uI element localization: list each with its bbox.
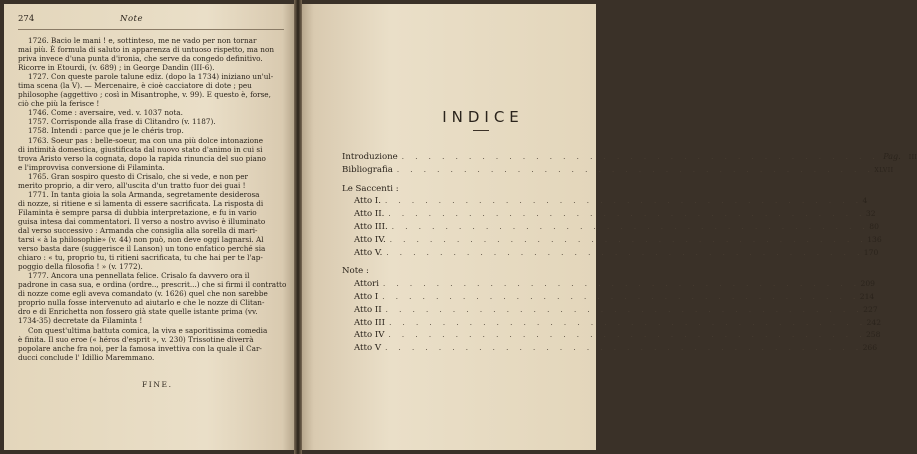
running-head <box>18 14 284 30</box>
toc-entry <box>342 195 868 208</box>
note-line: proprio nulla fosse intervenuto ad aiutarlo e che le nozze di Clitan- <box>18 298 265 308</box>
toc-entry-label: Atto II. <box>354 209 385 220</box>
table-of-contents <box>342 151 917 355</box>
toc-entry-label: Atto I <box>354 291 379 302</box>
notes-text <box>18 36 287 362</box>
toc-leader-dots: . . . . . . . . . . . . . . . . . . . . . . . . . . . . . . . . . . . . <box>382 292 860 301</box>
note-line: dro e di Enrichetta non fossero già state quelle istante prima (vv. <box>18 307 258 317</box>
note-line: di intimità domestica, giustificata dal nuovo stato d'animo in cui si <box>18 144 263 154</box>
toc-page-number: XLVII <box>874 166 894 174</box>
toc-page-number: 136 <box>867 234 882 244</box>
note-line: dal verso successivo : Armanda che consiglia alla sorella di mari- <box>18 225 258 235</box>
toc-entry <box>342 151 917 164</box>
toc-entry <box>342 183 584 196</box>
toc-entry-label: Atto IV. <box>354 234 386 245</box>
toc-page-number: 242 <box>866 317 882 327</box>
toc-entry-label: Attori <box>354 279 379 290</box>
toc-page-number: 209 <box>860 279 875 289</box>
toc-leader-dots: . . . . . . . . . . . . . . . . . . . . . . . . . . . . . . . . . . . . <box>385 305 864 314</box>
toc-entry <box>342 291 875 304</box>
page-number: 274 <box>18 14 35 24</box>
toc-entry-label: Atto V. <box>354 247 383 258</box>
toc-leader-dots: . . . . . . . . . . . . . . . . . . . . . . . . . . . . . . . . . . . . <box>391 222 870 231</box>
note-line: priva invece d'una punta d'ironia, che serve da congedo definitivo. <box>18 54 263 64</box>
note-line: tarsi « à la philosophie» (v. 44) non può, non deve oggi lagnarsi. Al <box>18 235 264 245</box>
toc-entry <box>342 278 875 291</box>
toc-entry <box>342 304 878 317</box>
left-page <box>4 4 294 450</box>
toc-leader-dots: . . . . . . . . . . . . . . . . . . . . . . . . . . . . . . . . . . . . <box>385 344 863 353</box>
note-line: guisa intesa dai commentatori. Il verso a nostro avviso è illuminato <box>18 216 266 226</box>
note-line: Ricorre in Etourdi, (v. 689) ; in George Dandin (III-6). <box>18 63 215 73</box>
toc-leader-dots: . . . . . . . . . . . . . . . . . . . . . . . . . . . . . . . . . . . . <box>396 165 875 174</box>
note-line: Filaminta è sempre parsa di dubbia interpretazione, e fu in vario <box>18 207 257 217</box>
running-title: Note <box>120 14 144 24</box>
toc-entry-label: Le Saccenti : <box>342 183 399 194</box>
note-line: verso basta dare (suggerisce il Lanson) un tono enfatico perché sia <box>18 244 266 254</box>
note-line: 1765. Gran sospiro questo di Crisalo, che si vede, e non per <box>28 171 248 181</box>
note-line: 1726. Bacio le mani ! e, sottinteso, me ne vado per non tornar <box>28 36 257 45</box>
toc-leader-dots: . . . . . . . . . . . . . . . . . . . . . . . . . . . . . . . . . . . . <box>389 235 868 244</box>
note-line: 1771. In tanta gioia la sola Armanda, segretamente desiderosa <box>28 189 260 199</box>
toc-leader-dots: . . . . . . . . . . . . . . . . . . . . . . . . . . . . . . . . . . . . <box>389 318 867 327</box>
note-line: popolare anche fra noi, per la famosa invettiva con la quale il Car- <box>18 343 262 353</box>
toc-leader-dots: . . . . . . . . . . . . . . . . . . . . . . . . . . . . . . . . . . . . <box>401 153 880 161</box>
toc-entry-label: Bibliografia <box>342 164 393 175</box>
toc-leader-dots: . . . . . . . . . . . . . . . . . . . . . . . . . . . . . . . . . . . . <box>388 210 866 219</box>
toc-entry-label: Atto II <box>354 304 382 315</box>
toc-entry-label: Atto IV <box>354 330 385 341</box>
toc-page-number: III <box>908 154 917 161</box>
toc-page-number: 266 <box>862 343 878 353</box>
note-line: trova Aristo verso la cognata, dopo la rapida rinuncia del suo piano <box>18 153 266 163</box>
index-title: INDICE <box>442 108 524 126</box>
note-line: 1777. Ancora una pennellata felice. Crisalo fa davvero ora il <box>28 271 250 281</box>
toc-entry <box>342 221 879 234</box>
toc-entry <box>342 234 882 247</box>
toc-entry-label: Atto I. <box>354 196 381 207</box>
toc-leader-dots: . . . . . . . . . . . . . . . . . . . . . . . . . . . . . . . . . . . . <box>388 331 866 340</box>
note-line: mai più. È formula di saluto in apparenza di untuoso rispetto, ma non <box>18 45 275 55</box>
right-page <box>302 4 917 450</box>
note-line: philosophe (aggettivo ; così in Misantrophe, v. 99). E questo è, forse, <box>18 90 271 100</box>
note-line: 1746. Come : aversaire, ved. v. 1037 nota. <box>28 108 183 118</box>
toc-entry-label: Atto III. <box>354 221 388 232</box>
toc-leader-dots: . . . . . . . . . . . . . . . . . . . . . . . . . . . . . . . . . . . . <box>383 280 861 289</box>
title-rule <box>473 130 489 131</box>
note-line: è finita. Il suo eroe (« héros d'esprit », v. 230) Trissotine diverrà <box>18 334 254 344</box>
toc-page-number: 4 <box>862 196 868 206</box>
fine-label: FINE. <box>142 380 173 389</box>
note-line: ciò che più la ferisce ! <box>18 99 100 109</box>
note-line: di nozze, si ritiene e si lamenta di essere sacrificata. La risposta di <box>18 198 264 208</box>
book-gutter <box>294 0 302 454</box>
toc-entry-label: Atto V <box>354 343 382 354</box>
toc-leader-dots: . . . . . . . . . . . . . . . . . . . . . . . . . . . . . . . . . . . . <box>386 248 864 257</box>
note-line: 1763. Soeur pas : belle-soeur, ma con una più dolce intonazione <box>28 135 263 145</box>
toc-page-number: 227 <box>863 304 878 314</box>
note-line: di nozze come egli aveva comandato (v. 1626) quel che non sarebbe <box>18 289 268 299</box>
note-line: chiaro : « tu, proprio tu, ti ritieni sacrificata, tu che hai per te l'ap- <box>18 253 263 263</box>
note-line: 1758. Intendi : parce que je le chéris trop. <box>28 126 184 136</box>
toc-entry-label: Atto III <box>354 317 386 328</box>
toc-entry-label: Introduzione <box>342 152 398 162</box>
note-line: tima scena (la V). — Mercenaire, è cioè cacciatore di dote ; peu <box>18 81 252 91</box>
toc-entry <box>342 265 584 278</box>
toc-page-number: 32 <box>865 209 876 219</box>
note-line: Con quest'ultima battuta comica, la viva e saporitissima comedia <box>28 325 268 335</box>
note-line: ducci conclude l' Idillio Maremmano. <box>18 352 155 362</box>
toc-leader-dots: . . . . . . . . . . . . . . . . . . . . . . . . . . . . . . . . . . . . <box>385 197 863 206</box>
note-line: 1727. Con queste parole talune ediz. (dopo la 1734) iniziano un'ul- <box>28 72 274 82</box>
toc-entry <box>342 317 882 330</box>
toc-entry <box>342 329 881 342</box>
toc-page-number: 170 <box>863 247 879 257</box>
toc-entry-label: Note : <box>342 266 369 277</box>
toc-page-prefix: Pag. <box>883 152 901 161</box>
note-line: padrone in casa sua, e ordina (ordre.., prescrit...) che si firmi il contratto <box>18 280 287 290</box>
toc-entry <box>342 208 876 221</box>
toc-entry <box>342 164 894 177</box>
toc-page-number: 80 <box>869 221 879 231</box>
toc-entry <box>342 342 878 355</box>
toc-page-number: 214 <box>859 291 875 301</box>
note-line: poggio della filosofia ! » (v. 1772). <box>18 262 143 272</box>
note-line: e l'improvvisa conversione di Filaminta. <box>18 162 165 172</box>
note-line: merito proprio, a dir vero, all'uscita d'un tratto fuor dei guai ! <box>18 180 246 190</box>
toc-page-number: 258 <box>865 330 881 340</box>
toc-entry <box>342 247 879 260</box>
note-line: 1757. Corrisponde alla frase di Clitandro (v. 1187). <box>28 117 216 127</box>
note-line: 1734-35) decretate da Filaminta ! <box>18 316 143 326</box>
